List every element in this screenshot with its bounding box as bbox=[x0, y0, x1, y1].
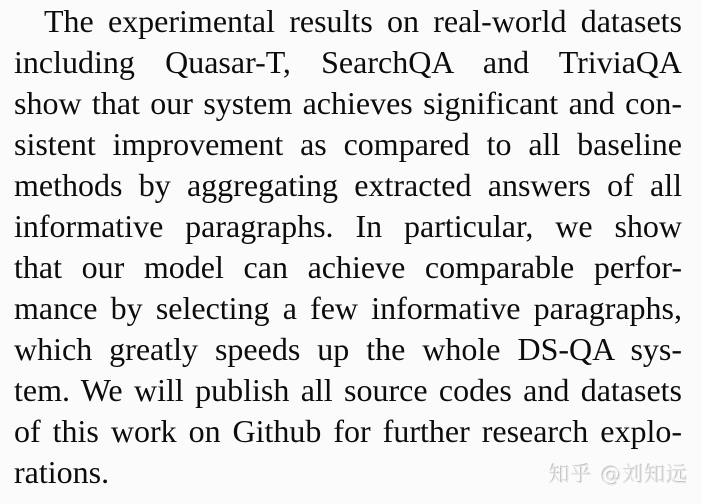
paragraph-line: sistent improvement as compared to all baseline bbox=[14, 126, 682, 162]
paragraph-line: The experimental results on real-world datasets bbox=[44, 3, 682, 39]
paragraph-line: that our model can achieve comparable perfor- bbox=[14, 249, 682, 285]
paragraph-line: mance by selecting a few informative paragraphs, bbox=[14, 290, 682, 326]
paragraph-line: including Quasar-T, SearchQA and TriviaQA bbox=[14, 44, 682, 80]
paragraph-line: tem. We will publish all source codes and datasets bbox=[14, 372, 682, 408]
paragraph-line: show that our system achieves significant and con- bbox=[14, 85, 682, 121]
paragraph-line: rations. bbox=[14, 454, 110, 490]
paragraph-line: informative paragraphs. In particular, we show bbox=[14, 208, 682, 244]
paragraph-line: methods by aggregating extracted answers of all bbox=[14, 167, 682, 203]
paragraph-line: which greatly speeds up the whole DS-QA sys- bbox=[14, 331, 682, 367]
paragraph-line: of this work on Github for further research explo- bbox=[14, 413, 682, 449]
paragraph bbox=[14, 1, 682, 493]
zhihu-watermark: 知乎 @刘知远 bbox=[549, 463, 689, 487]
